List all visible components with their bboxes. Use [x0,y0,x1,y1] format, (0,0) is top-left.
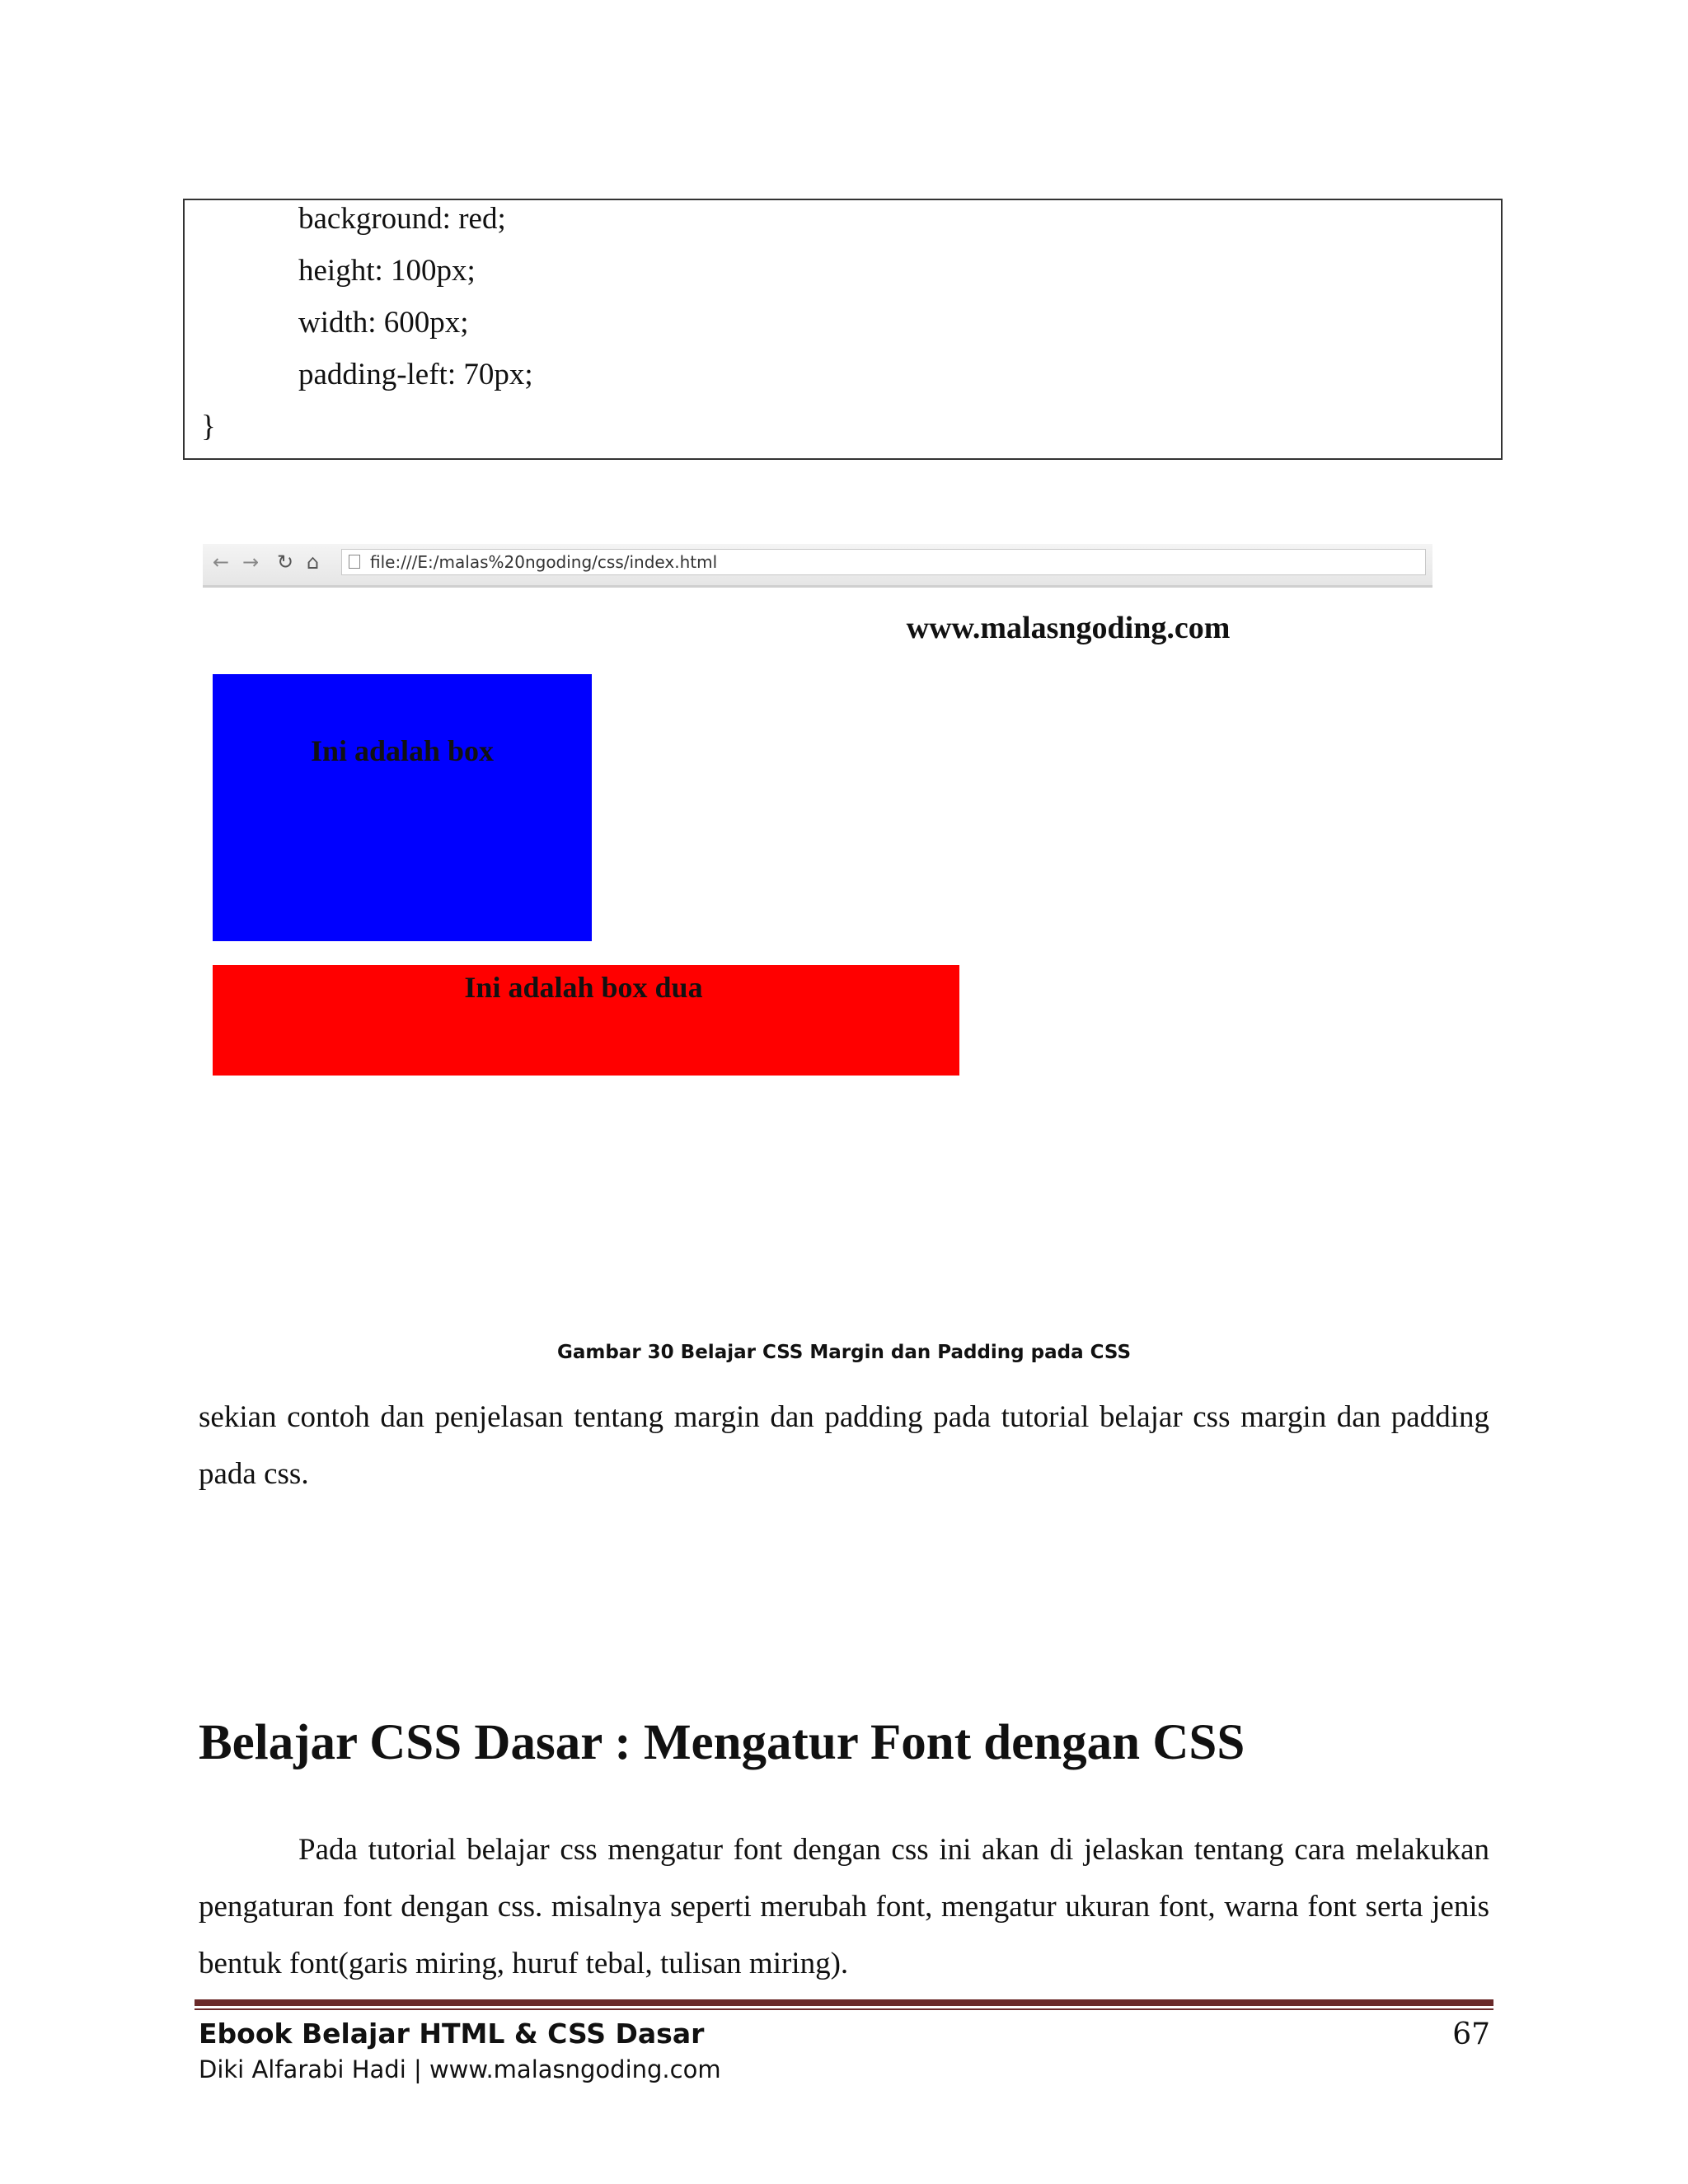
address-bar-url: file:///E:/malas%20ngoding/css/index.html [370,552,718,572]
paragraph: sekian contoh dan penjelasan tentang margin dan padding pada tutorial belajar css margin dan padding pada css. [199,1400,1489,1491]
blue-box [213,674,592,941]
code-closing-brace: } [201,410,216,443]
section-heading: Belajar CSS Dasar : Mengatur Font dengan CSS [199,1715,1245,1770]
document-icon [349,555,360,569]
code-line: background: red; [298,202,506,236]
forward-arrow-icon[interactable]: → [242,551,260,574]
code-line: padding-left: 70px; [298,358,533,391]
browser-toolbar [203,544,1432,588]
page-number: 67 [1452,2018,1490,2051]
footer-title: Ebook Belajar HTML & CSS Dasar [199,2018,705,2050]
back-arrow-icon[interactable]: ← [213,551,230,574]
site-heading: www.malasngoding.com [906,611,1231,645]
address-bar[interactable] [341,549,1426,575]
reload-icon[interactable]: ↻ [277,551,294,574]
browser-screenshot-figure [203,544,1432,1310]
red-box-text: Ini adalah box dua [464,971,703,1004]
figure-caption: Gambar 30 Belajar CSS Margin dan Padding pada CSS [556,1342,1132,1363]
code-line: width: 600px; [298,306,469,340]
code-line: height: 100px; [298,254,476,288]
footer-rule [195,1999,1493,2006]
paragraph: Pada tutorial belajar css mengatur font dengan css ini akan di jelaskan tentang cara melakukan pengaturan font dengan css. misalnya seperti merubah font, mengatur ukuran font, warna font serta jenis bentuk font(garis miring, huruf tebal, tulisan miring). [199,1833,1489,1980]
home-icon[interactable]: ⌂ [307,551,320,574]
red-box [213,965,959,1076]
footer-subtitle: Diki Alfarabi Hadi | www.malasngoding.com [199,2055,721,2083]
blue-box-text: Ini adalah box [310,734,495,767]
footer-rule-thin [195,2008,1493,2010]
code-block [183,199,1503,460]
